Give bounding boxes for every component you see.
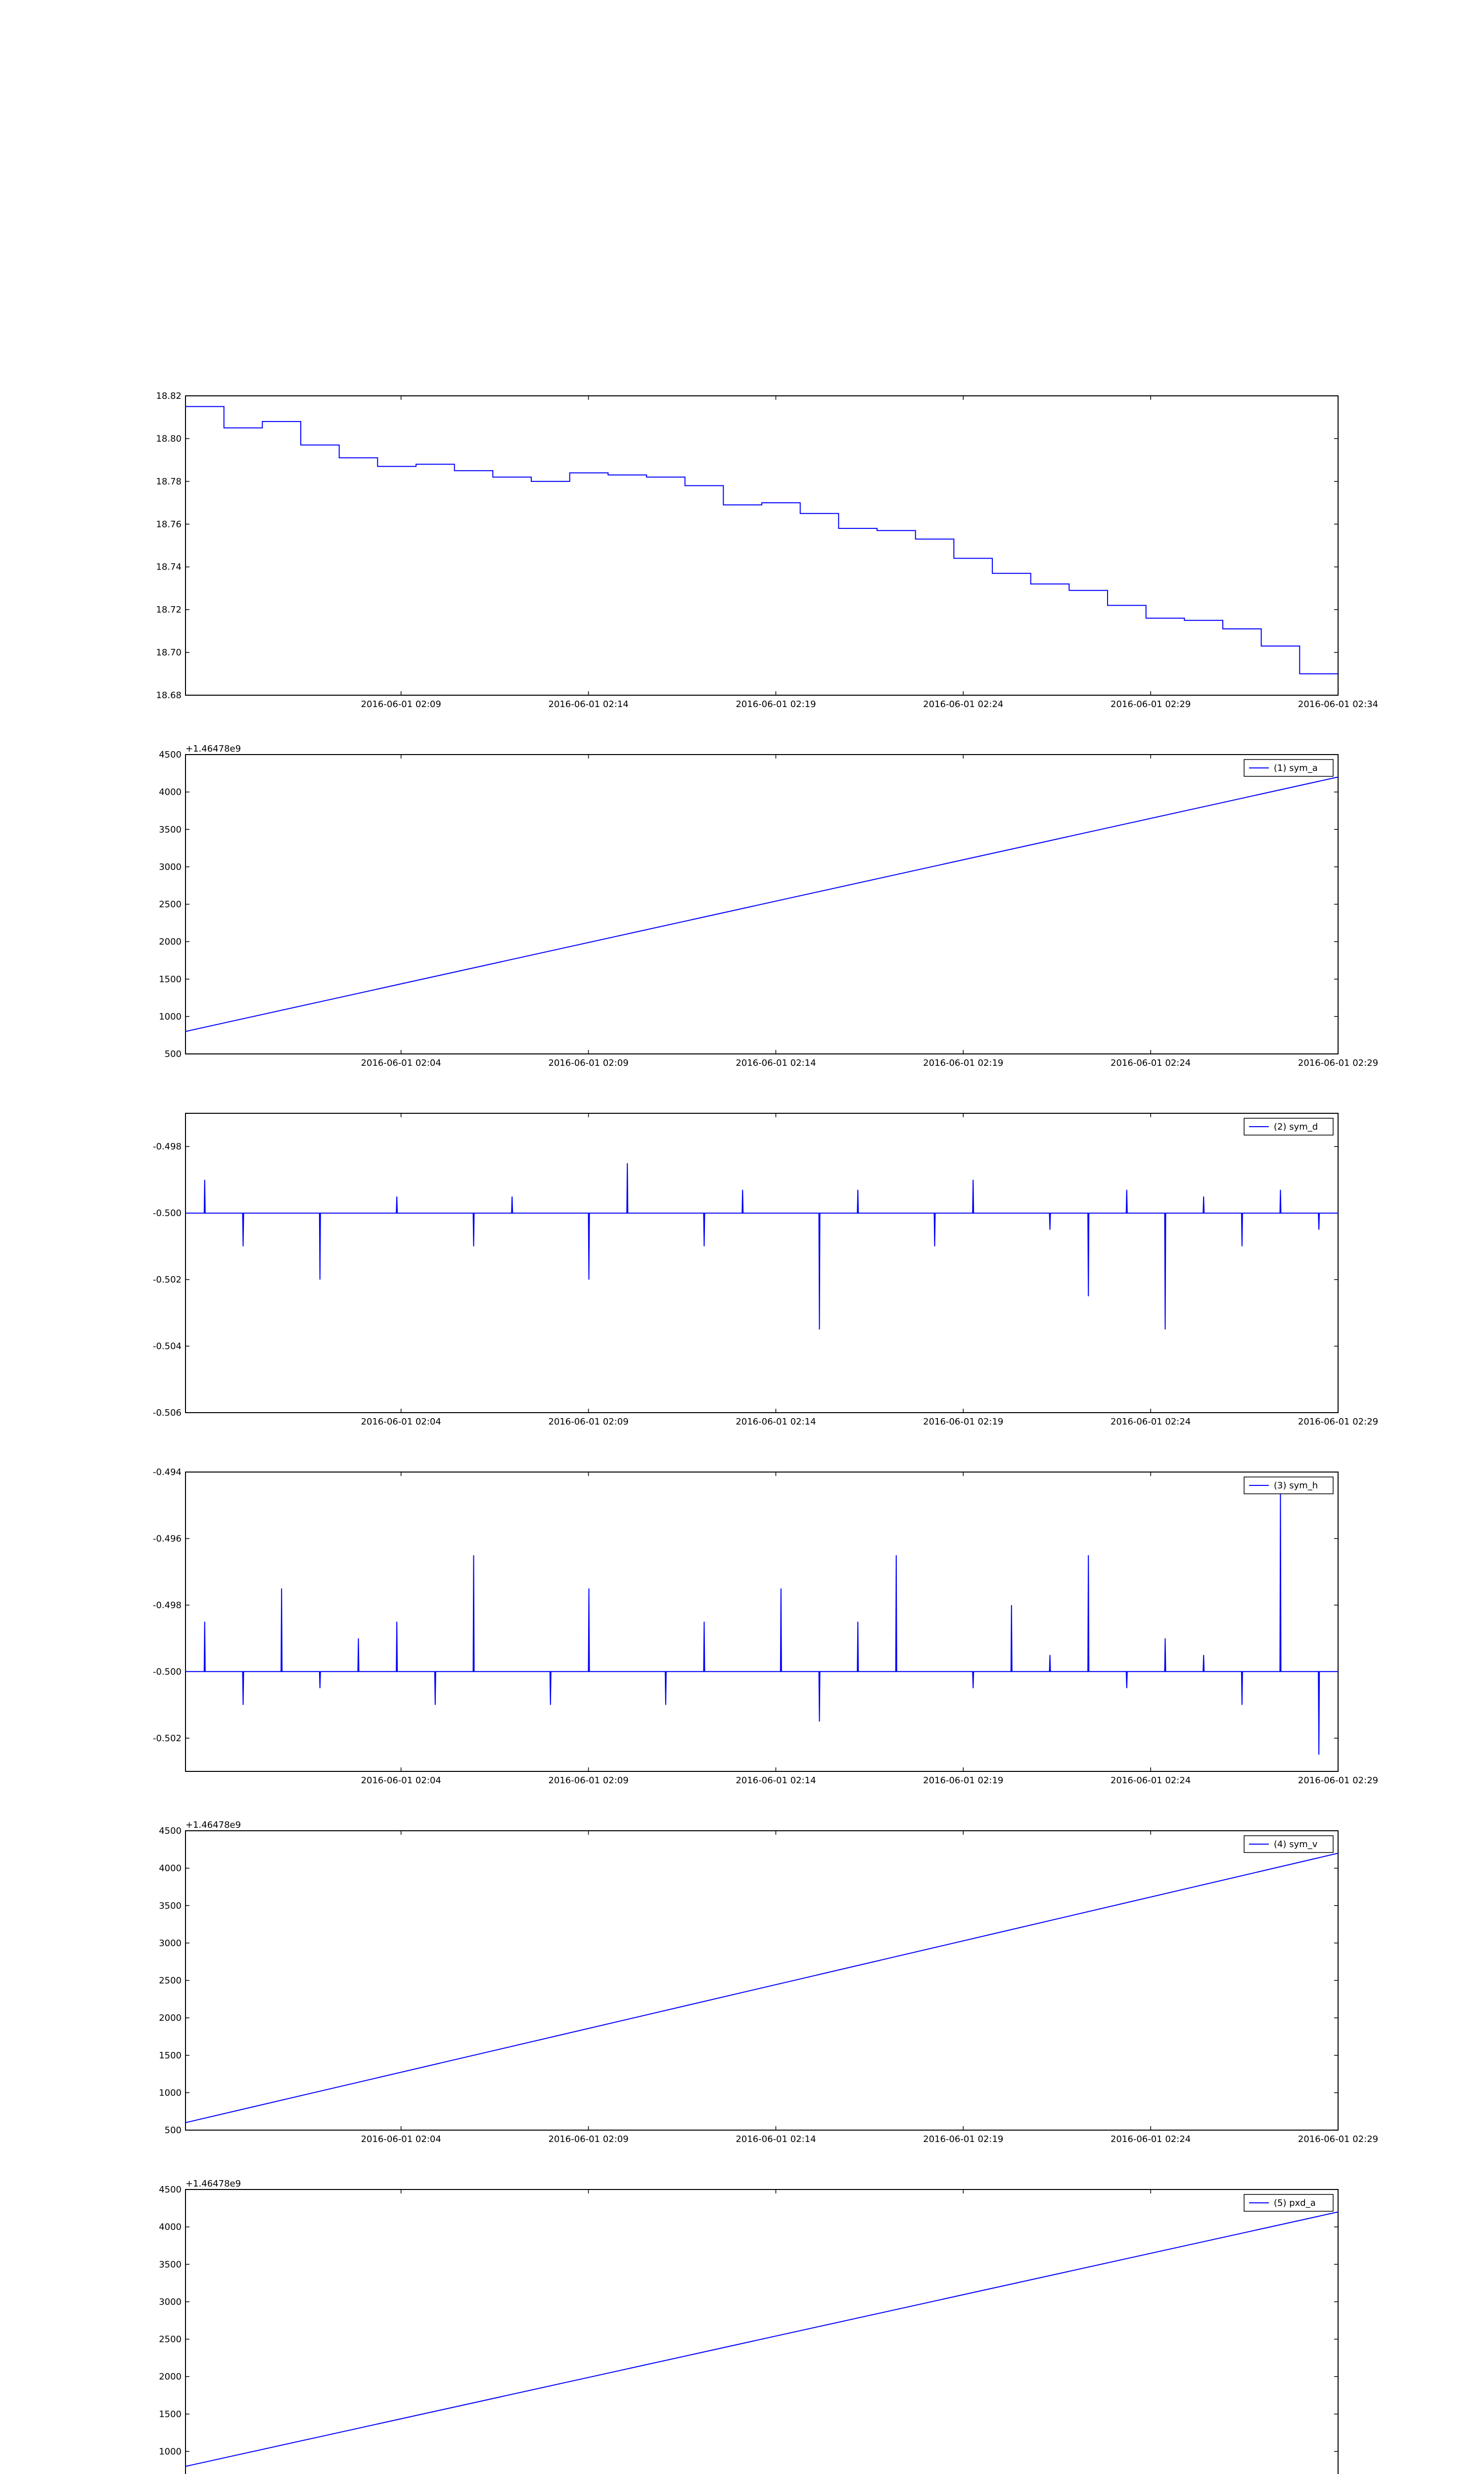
x-tick-label: 2016-06-01 02:24 xyxy=(1111,1417,1191,1427)
legend-label: (4) sym_v xyxy=(1274,1839,1318,1850)
y-tick-label: 18.70 xyxy=(156,647,182,658)
x-tick-label: 2016-06-01 02:14 xyxy=(736,2134,816,2144)
x-tick-label: 2016-06-01 02:29 xyxy=(1298,2134,1379,2144)
y-tick-label: 1000 xyxy=(159,2088,182,2098)
x-tick-label: 2016-06-01 02:29 xyxy=(1298,1058,1379,1068)
x-tick-label: 2016-06-01 02:04 xyxy=(361,1775,441,1786)
legend-label: (1) sym_a xyxy=(1274,763,1318,773)
y-tick-label: -0.498 xyxy=(152,1600,182,1611)
y-tick-label: -0.494 xyxy=(152,1467,182,1477)
y-tick-label: 4500 xyxy=(159,750,182,760)
y-tick-label: 1000 xyxy=(159,1011,182,1022)
y-tick-label: 3500 xyxy=(159,824,182,835)
legend-label: (2) sym_d xyxy=(1274,1122,1318,1132)
x-tick-label: 2016-06-01 02:09 xyxy=(548,1775,629,1786)
y-tick-label: 3500 xyxy=(159,1901,182,1911)
chart-panel-3 xyxy=(153,1113,1378,1427)
y-tick-label: 3000 xyxy=(159,1938,182,1949)
y-tick-label: -0.500 xyxy=(152,1666,182,1677)
y-tick-label: 4500 xyxy=(159,2185,182,2195)
legend-label: (3) sym_h xyxy=(1274,1480,1318,1491)
axis-offset-label: +1.46478e9 xyxy=(186,2179,241,2189)
y-tick-label: 4500 xyxy=(159,1826,182,1836)
plot-frame xyxy=(186,396,1338,695)
y-tick-label: 500 xyxy=(164,2125,182,2136)
y-tick-label: -0.500 xyxy=(152,1208,182,1219)
y-tick-label: 4000 xyxy=(159,787,182,798)
x-tick-label: 2016-06-01 02:04 xyxy=(361,1417,441,1427)
y-tick-label: 1500 xyxy=(159,2050,182,2061)
x-tick-label: 2016-06-01 02:14 xyxy=(548,699,629,710)
x-tick-label: 2016-06-01 02:29 xyxy=(1298,1417,1379,1427)
x-tick-label: 2016-06-01 02:09 xyxy=(548,1417,629,1427)
x-tick-label: 2016-06-01 02:14 xyxy=(736,1417,816,1427)
y-tick-label: 18.82 xyxy=(156,391,182,401)
y-tick-label: 2500 xyxy=(159,1975,182,1986)
chart-panel-4 xyxy=(153,1467,1378,1786)
y-tick-label: -0.498 xyxy=(152,1142,182,1152)
y-tick-label: 3000 xyxy=(159,2296,182,2307)
y-tick-label: 3500 xyxy=(159,2259,182,2270)
x-tick-label: 2016-06-01 02:24 xyxy=(1111,2134,1191,2144)
x-tick-label: 2016-06-01 02:29 xyxy=(1298,1775,1379,1786)
y-tick-label: 18.78 xyxy=(156,476,182,487)
y-tick-label: 1500 xyxy=(159,974,182,985)
axis-offset-label: +1.46478e9 xyxy=(186,1820,241,1830)
series-line xyxy=(186,1163,1338,1330)
plot-frame xyxy=(186,1831,1338,2130)
legend-label: (5) pxd_a xyxy=(1274,2198,1316,2208)
y-tick-label: -0.504 xyxy=(152,1341,182,1352)
plot-frame xyxy=(186,1472,1338,1771)
chart-panel-2 xyxy=(159,744,1378,1068)
x-tick-label: 2016-06-01 02:19 xyxy=(923,1775,1004,1786)
y-tick-label: -0.502 xyxy=(152,1733,182,1744)
y-tick-label: 4000 xyxy=(159,1863,182,1874)
x-tick-label: 2016-06-01 02:24 xyxy=(1111,1775,1191,1786)
y-tick-label: 18.68 xyxy=(156,690,182,701)
y-tick-label: -0.502 xyxy=(152,1275,182,1285)
y-tick-label: 2500 xyxy=(159,899,182,910)
x-tick-label: 2016-06-01 02:24 xyxy=(923,699,1004,710)
x-tick-label: 2016-06-01 02:19 xyxy=(923,1417,1004,1427)
x-tick-label: 2016-06-01 02:29 xyxy=(1111,699,1191,710)
y-tick-label: 2000 xyxy=(159,2372,182,2382)
y-tick-label: 18.80 xyxy=(156,433,182,444)
chart-panel-6 xyxy=(159,2179,1378,2474)
y-tick-label: 2000 xyxy=(159,937,182,948)
x-tick-label: 2016-06-01 02:19 xyxy=(923,2134,1004,2144)
y-tick-label: 18.74 xyxy=(156,562,182,572)
x-tick-label: 2016-06-01 02:09 xyxy=(361,699,441,710)
x-tick-label: 2016-06-01 02:09 xyxy=(548,1058,629,1068)
series-line xyxy=(186,2212,1338,2466)
chart-panel-5 xyxy=(159,1820,1378,2144)
y-tick-label: 2000 xyxy=(159,2013,182,2024)
x-tick-label: 2016-06-01 02:14 xyxy=(736,1058,816,1068)
y-tick-label: 3000 xyxy=(159,861,182,872)
y-tick-label: -0.496 xyxy=(152,1533,182,1544)
axis-offset-label: +1.46478e9 xyxy=(186,744,241,754)
x-tick-label: 2016-06-01 02:04 xyxy=(361,2134,441,2144)
x-tick-label: 2016-06-01 02:09 xyxy=(548,2134,629,2144)
x-tick-label: 2016-06-01 02:19 xyxy=(923,1058,1004,1068)
y-tick-label: 500 xyxy=(164,1049,182,1059)
y-tick-label: 2500 xyxy=(159,2334,182,2345)
series-line xyxy=(186,777,1338,1031)
x-tick-label: 2016-06-01 02:14 xyxy=(736,1775,816,1786)
x-tick-label: 2016-06-01 02:24 xyxy=(1111,1058,1191,1068)
series-line xyxy=(186,407,1338,674)
x-tick-label: 2016-06-01 02:19 xyxy=(736,699,816,710)
series-line xyxy=(186,1853,1338,2123)
chart-panel-1 xyxy=(156,391,1378,710)
y-tick-label: 4000 xyxy=(159,2222,182,2233)
y-tick-label: 18.76 xyxy=(156,519,182,530)
y-tick-label: 18.72 xyxy=(156,605,182,616)
plot-frame xyxy=(186,2189,1338,2474)
y-tick-label: 1000 xyxy=(159,2446,182,2457)
x-tick-label: 2016-06-01 02:04 xyxy=(361,1058,441,1068)
y-tick-label: 1500 xyxy=(159,2409,182,2420)
x-tick-label: 2016-06-01 02:34 xyxy=(1298,699,1379,710)
series-line xyxy=(186,1489,1338,1755)
y-tick-label: -0.506 xyxy=(152,1408,182,1418)
